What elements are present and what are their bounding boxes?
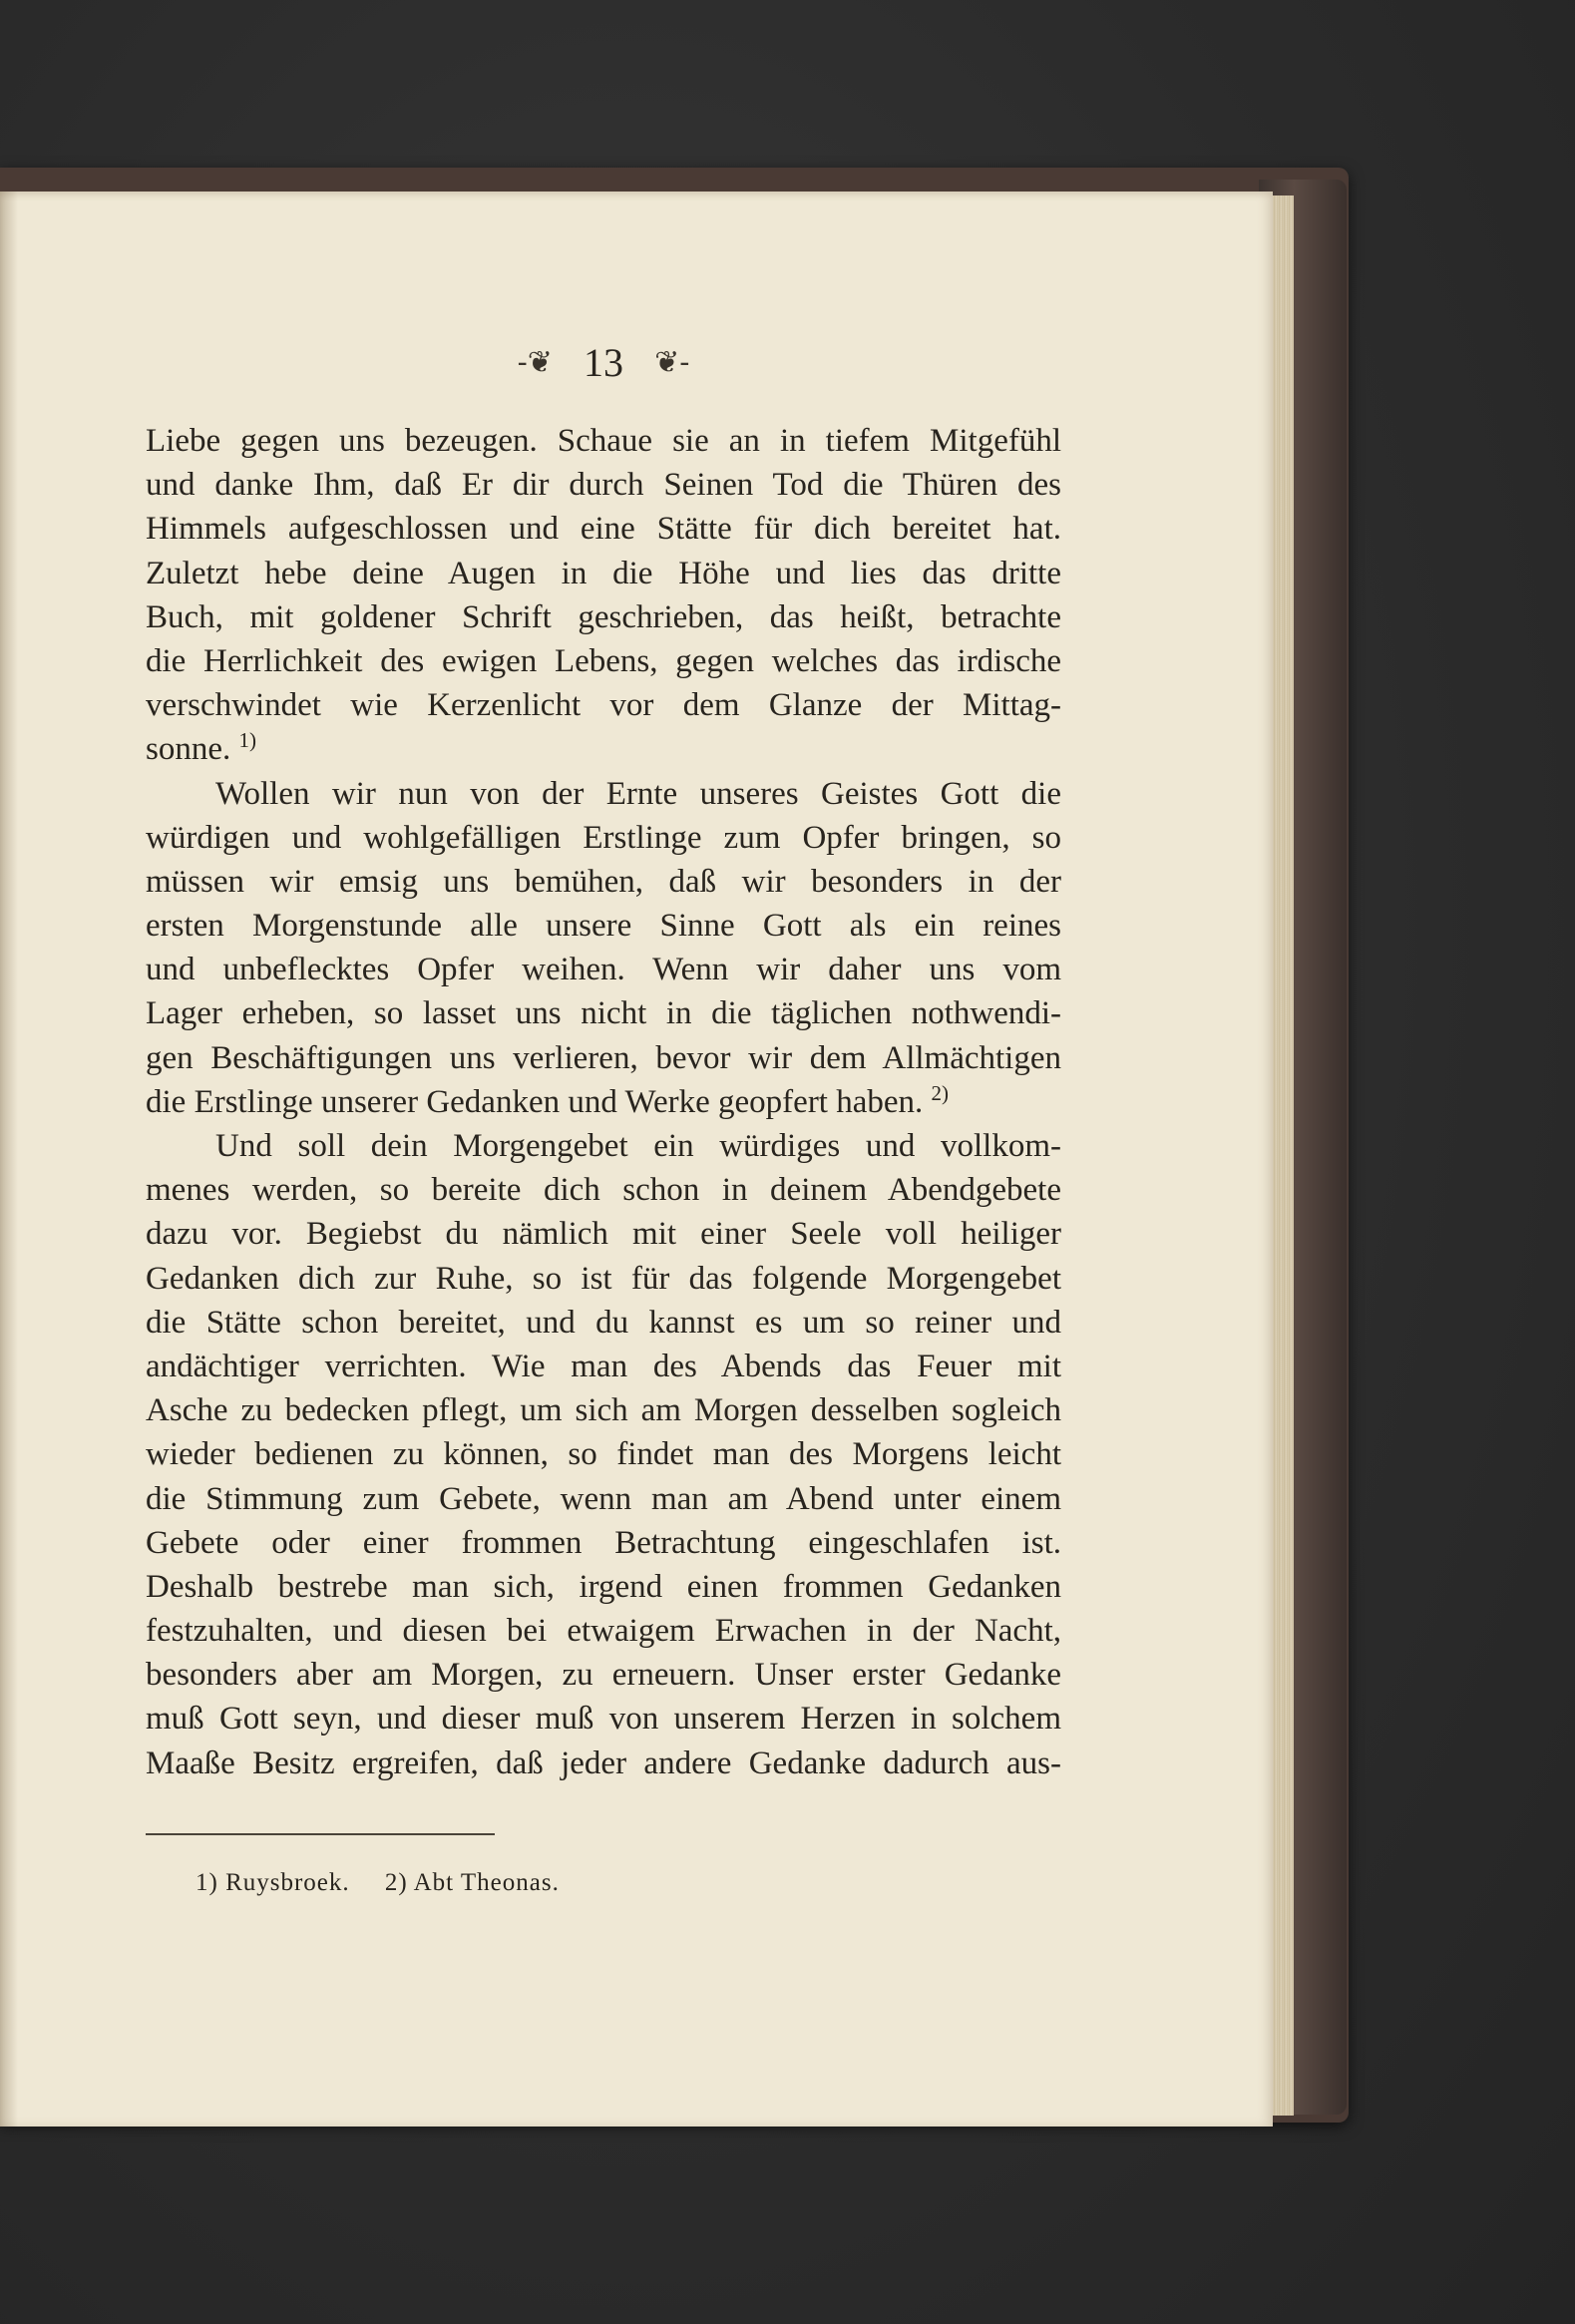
text-line: festzuhalten, und diesen bei etwaigem Erwachen in der Nacht, [146, 1613, 1061, 1650]
body-text [146, 419, 1061, 1785]
text-line: dazu vor. Begiebst du nämlich mit einer Seele voll heiliger [146, 1216, 1061, 1253]
text-line: muß Gott seyn, und dieser muß von unserem Herzen in solchem [146, 1701, 1061, 1738]
footnote-2: 2) Abt Theonas. [384, 1869, 560, 1896]
text-line: verschwindet wie Kerzenlicht vor dem Glanze der Mittag- [146, 687, 1061, 724]
text-line: wieder bedienen zu können, so findet man des Morgens leicht [146, 1436, 1061, 1473]
footnotes [196, 1869, 894, 1897]
text-line: die Stätte schon bereitet, und du kannst es um so reiner und [146, 1304, 1061, 1341]
text-line: besonders aber am Morgen, zu erneuern. Unser erster Gedanke [146, 1657, 1061, 1694]
footnote-1: 1) Ruysbroek. [196, 1869, 350, 1896]
text-line-content: sonne. [146, 731, 231, 768]
text-line: menes werden, so bereite dich schon in deinem Abendgebete [146, 1172, 1061, 1209]
text-line: Liebe gegen uns bezeugen. Schaue sie an in tiefem Mitgefühl [146, 423, 1061, 459]
text-line: Gedanken dich zur Ruhe, so ist für das folgende Morgengebet [146, 1260, 1061, 1297]
ornament-right-icon: ❦- [654, 345, 690, 380]
text-line: und unbeflecktes Opfer weihen. Wenn wir daher uns vom [146, 952, 1061, 988]
text-line [146, 727, 1061, 771]
text-line: die Herrlichkeit des ewigen Lebens, gegen welches das irdische [146, 642, 1061, 679]
text-line: Asche zu bedecken pflegt, um sich am Morgen desselben sogleich [146, 1392, 1061, 1429]
text-line: Gebete oder einer frommen Betrachtung eingeschlafen ist. [146, 1524, 1061, 1561]
text-line: Deshalb bestrebe man sich, irgend einen frommen Gedanken [146, 1568, 1061, 1605]
text-line: ersten Morgenstunde alle unsere Sinne Gott als ein reines [146, 908, 1061, 945]
footnote-divider [146, 1833, 495, 1835]
text-line: und danke Ihm, daß Er dir durch Seinen Tod die Thüren des [146, 467, 1061, 504]
text-line: Lager erheben, so lasset uns nicht in die täglichen nothwendi- [146, 995, 1061, 1032]
text-line: Himmels aufgeschlossen und eine Stätte für dich bereitet hat. [146, 511, 1061, 548]
text-line: andächtiger verrichten. Wie man des Abends das Feuer mit [146, 1348, 1061, 1384]
text-line: gen Beschäftigungen uns verlieren, bevor wir dem Allmächtigen [146, 1039, 1061, 1076]
text-line: Buch, mit goldener Schrift geschrieben, das heißt, betrachte [146, 598, 1061, 635]
page-header [469, 339, 738, 399]
page-gutter-shadow [0, 192, 18, 2127]
footnote-mark: 2) [931, 1080, 950, 1105]
text-line: Zuletzt hebe deine Augen in die Höhe und lies das dritte [146, 555, 1061, 591]
text-line: die Stimmung zum Gebete, wenn man am Abend unter einem [146, 1480, 1061, 1517]
text-line: Maaße Besitz ergreifen, daß jeder andere Gedanke dadurch aus- [146, 1744, 1061, 1781]
text-line: müssen wir emsig uns bemühen, daß wir besonders in der [146, 863, 1061, 900]
page-number: 13 [584, 340, 623, 385]
text-line: Und soll dein Morgengebet ein würdiges und vollkom- [215, 1128, 1061, 1164]
ornament-left-icon: -❦ [517, 345, 553, 380]
text-line: würdigen und wohlgefälligen Erstlinge zum Opfer bringen, so [146, 819, 1061, 856]
footnote-mark: 1) [238, 728, 256, 753]
text-line-content: die Erstlinge unserer Gedanken und Werke geopfert haben. [146, 1083, 924, 1120]
text-line: Wollen wir nun von der Ernte unseres Geistes Gott die [215, 775, 1061, 812]
text-line [146, 1080, 1061, 1124]
